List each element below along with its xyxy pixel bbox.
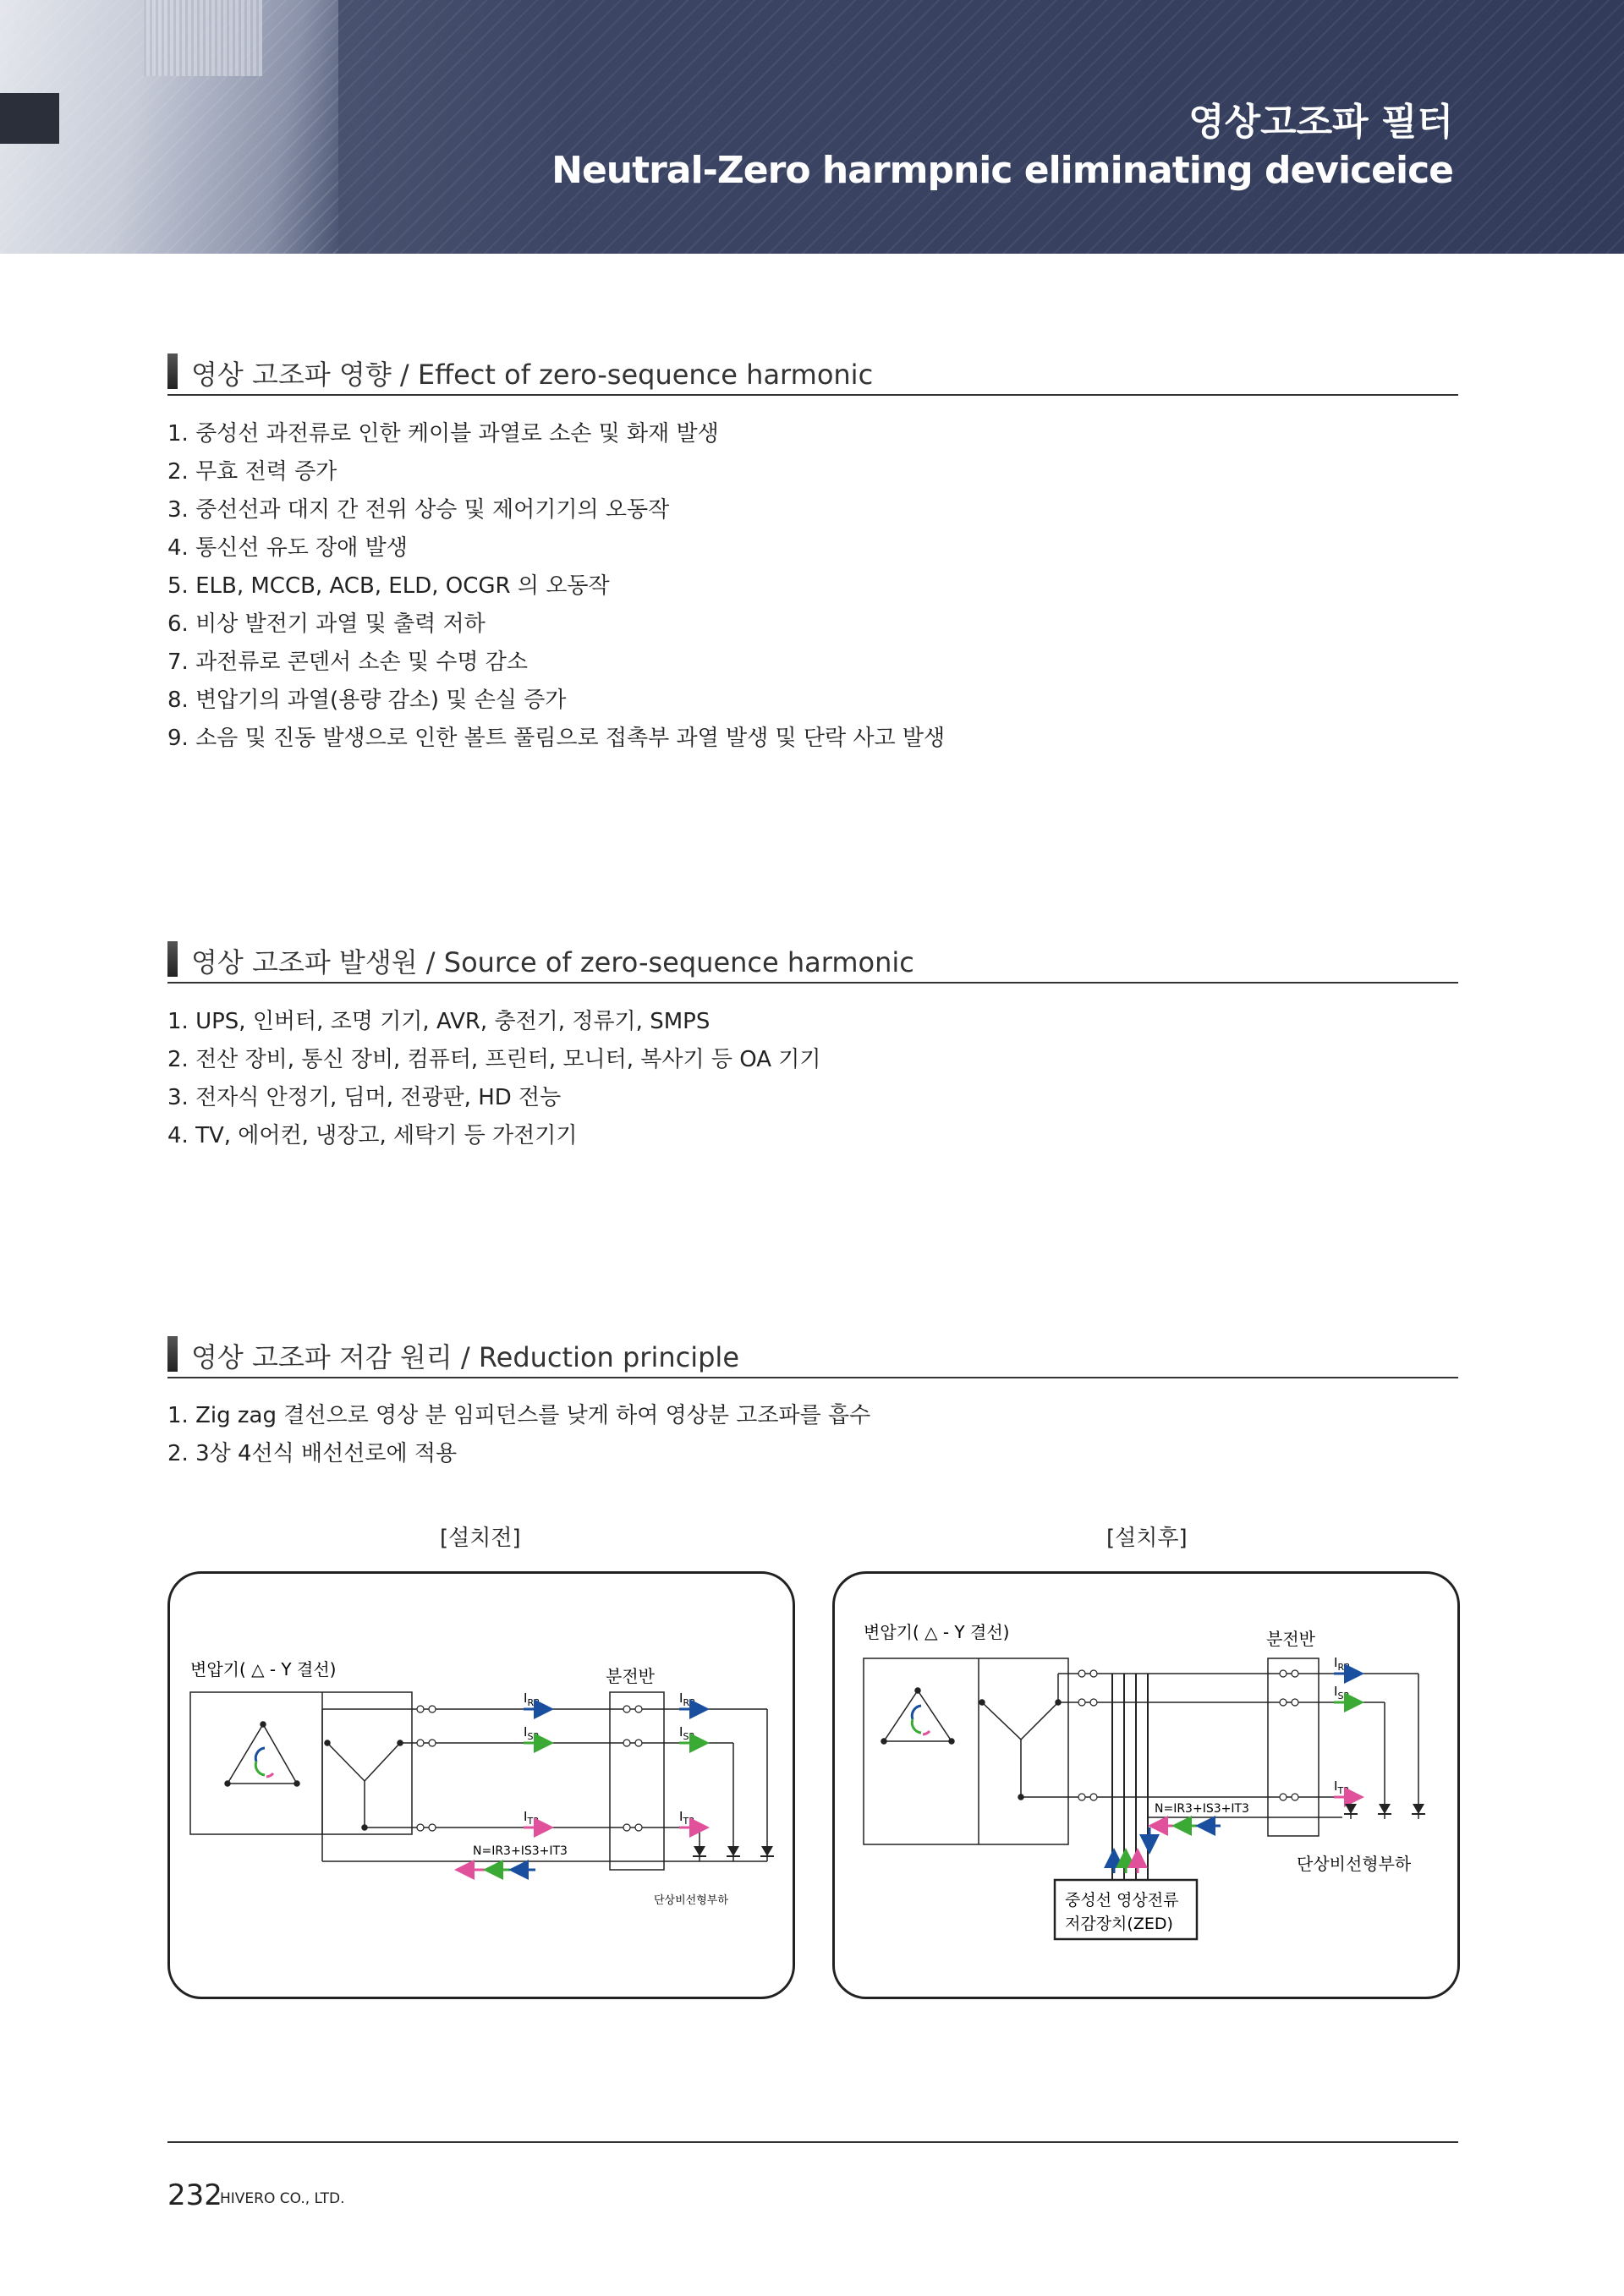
zed-bus-lines [1112,1674,1148,1880]
header-banner [0,0,1624,254]
list-item: 4. 통신선 유도 장애 발생 [167,535,408,561]
page-title-english: Neutral-Zero harmpnic eliminating deviceice [551,149,1453,192]
section-title: 영상 고조파 발생원 / Source of zero-sequence harmonic [191,946,914,978]
diagram-before [167,1571,795,1999]
list-item: 1. 중성선 과전류로 인한 케이블 과열로 소손 및 화재 발생 [167,421,719,447]
section-source-header [167,933,1458,984]
feeder-lines [322,1709,767,1861]
transformer-label: 변압기( △ - Y 결선) [864,1622,1010,1642]
section-marker [167,941,178,977]
machine-panel-graphic [0,93,59,144]
transformer-label: 변압기( △ - Y 결선) [190,1659,337,1680]
transformer-box [864,1658,1068,1844]
zed-label-line2: 저감장치(ZED) [1065,1915,1173,1933]
current-label-s: $I_{S3}$ [524,1724,540,1742]
section-principle-header [167,1328,1458,1378]
list-item: 3. 전자식 안정기, 딤머, 전광판, HD 전능 [167,1085,562,1110]
current-label-t: $I_{T3}$ [524,1809,540,1827]
panel-current-t: $I_{T3}$ [679,1809,695,1827]
load-label: 단상비선형부하 [1297,1854,1412,1874]
diagram-before-caption: [설치전] [440,1526,521,1551]
transformer-box [190,1692,412,1834]
panel-label: 분전반 [1266,1629,1315,1649]
list-item: 7. 과전류로 콘덴서 소손 및 수명 감소 [167,649,529,675]
list-item: 2. 3상 4선식 배선선로에 적용 [167,1441,458,1466]
list-item: 6. 비상 발전기 과열 및 출력 저하 [167,611,486,637]
panel-current-s: $I_{S3}$ [1334,1684,1350,1701]
load-label: 단상비선형부하 [654,1894,728,1907]
panel-current-r: $I_{R3}$ [679,1690,696,1708]
list-item: 1. UPS, 인버터, 조명 기기, AVR, 충전기, 정류기, SMPS [167,1009,710,1034]
list-item: 2. 전산 장비, 통신 장비, 컴퓨터, 프린터, 모니터, 복사기 등 OA 기기 [167,1047,821,1072]
load-diode-icons [693,1846,774,1856]
zigzag-winding-icon [979,1700,1061,1800]
delta-winding-icon [225,1722,299,1786]
page-title-korean: 영상고조파 필터 [1188,101,1453,144]
principle-list [167,1397,870,1473]
neutral-equation: N=IR3+IS3+IT3 [1155,1802,1249,1816]
wiring-diagram-before [170,1574,793,1997]
wiring-diagram-after [835,1574,1457,1997]
source-list [167,1003,821,1155]
neutral-equation: N=IR3+IS3+IT3 [473,1844,568,1858]
list-item: 4. TV, 에어컨, 냉장고, 세탁기 등 가전기기 [167,1123,578,1148]
machine-vent-graphic [144,0,262,76]
list-item: 5. ELB, MCCB, ACB, ELD, OCGR 의 오동작 [167,573,610,599]
list-item: 8. 변압기의 과열(용량 감소) 및 손실 증가 [167,688,567,713]
panel-label: 분전반 [606,1666,655,1686]
load-diode-icons [1344,1804,1425,1814]
panel-box [610,1692,664,1870]
panel-current-r: $I_{R3}$ [1334,1655,1351,1673]
section-effect-header [167,345,1458,396]
list-item: 3. 중선선과 대지 간 전위 상승 및 제어기기의 오동작 [167,497,670,523]
breaker-icons [417,1706,642,1831]
current-label-r: $I_{R3}$ [524,1690,540,1708]
section-title: 영상 고조파 영향 / Effect of zero-sequence harmonic [191,359,874,391]
panel-current-t: $I_{T3}$ [1334,1778,1350,1796]
list-item: 2. 무효 전력 증가 [167,459,337,485]
diagram-after [832,1571,1460,1999]
footer-divider [167,2141,1458,2143]
effect-list [167,415,945,758]
section-marker [167,353,178,389]
section-marker [167,1336,178,1372]
header-photo [0,0,338,254]
panel-current-s: $I_{S3}$ [679,1724,695,1742]
diagram-after-caption: [설치후] [1106,1526,1188,1551]
zed-label-line1: 중성선 영상전류 [1065,1891,1179,1910]
company-name: HIVERO CO., LTD. [220,2190,345,2207]
zigzag-winding-icon [325,1740,403,1830]
list-item: 1. Zig zag 결선으로 영상 분 임피던스를 낮게 하여 영상분 고조파를 흡수 [167,1403,871,1428]
section-title: 영상 고조파 저감 원리 / Reduction principle [191,1341,740,1373]
delta-winding-icon [881,1688,954,1744]
page-number: 232 [167,2178,222,2212]
list-item: 9. 소음 및 진동 발생으로 인한 볼트 풀림으로 접촉부 과열 발생 및 단락 사고 발생 [167,726,946,751]
panel-box [1268,1658,1319,1836]
